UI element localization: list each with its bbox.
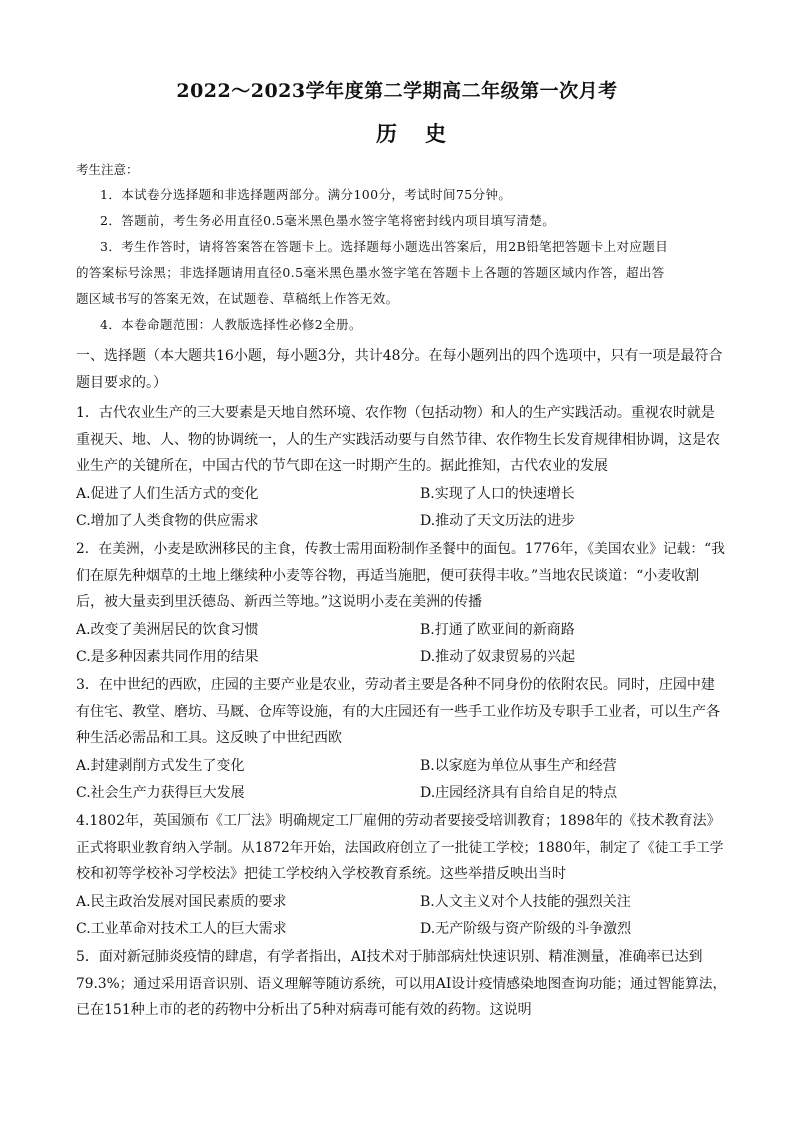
- option-c: C.社会生产力获得巨大发展: [76, 784, 245, 801]
- option-b: B.以家庭为单位从事生产和经营: [420, 758, 617, 774]
- option-a: A.民主政治发展对国民素质的要求: [76, 894, 287, 910]
- question-line: 校和初等学校补习学校法》把徒工学校纳入学校教育系统。这些举措反映出当时: [76, 866, 566, 882]
- question-line: 1．古代农业生产的三大要素是天地自然环境、农作物（包括动物）和人的生产实践活动。重视农时就是: [76, 405, 715, 421]
- question-1-options: [76, 481, 726, 534]
- notice-item: 3．考生作答时，请将答案答在答题卡上。选择题每小题选出答案后，用2B铅笔把答题卡上对应题目: [100, 239, 669, 254]
- question-line: 正式将职业教育纳入学制。从1872年开始，法国政府创立了一批徒工学校；1880年，制定了《徒工手工学: [76, 839, 724, 856]
- question-line: 业生产的关键所在，中国古代的节气即在这一时期产生的。据此推知，古代农业的发展: [76, 458, 608, 474]
- notice-item: 4．本卷命题范围：人教版选择性必修2全册。: [100, 317, 362, 332]
- question-2-stem: [76, 536, 726, 616]
- notice-item: 1．本试卷分选择题和非选择题两部分。满分100分，考试时间75分钟。: [100, 187, 512, 202]
- question-3-stem: [76, 672, 726, 752]
- subject-title: 历史: [376, 121, 474, 146]
- option-d: D.推动了奴隶贸易的兴起: [420, 648, 576, 665]
- option-d: D.庄园经济具有自给自足的特点: [420, 784, 618, 801]
- notice-item: 的答案标号涂黑；非选择题请用直径0.5毫米黑色墨水签字笔在答题卡上各题的答题区域内作答，超出答: [76, 265, 665, 280]
- question-4-options: [76, 889, 726, 942]
- question-1-stem: [76, 400, 726, 480]
- question-line: 2．在美洲，小麦是欧洲移民的主食，传教士需用面粉制作圣餐中的面包。1776年，《美国农业》记载：“我: [76, 541, 725, 557]
- notice-item: 题区域书写的答案无效，在试题卷、草稿纸上作答无效。: [76, 291, 399, 306]
- section-line: 题目要求的。）: [76, 374, 167, 391]
- question-5-stem: [76, 944, 726, 1024]
- notice-item: 2．答题前，考生务必用直径0.5毫米黑色墨水签字笔将密封线内项目填写清楚。: [100, 213, 556, 228]
- question-line: 后，被大量卖到里沃德岛、新西兰等地。”这说明小麦在美洲的传播: [76, 594, 483, 610]
- notice-list: [76, 182, 720, 338]
- option-a: A.促进了人们生活方式的变化: [76, 486, 259, 502]
- question-line: 3．在中世纪的西欧，庄园的主要产业是农业，劳动者主要是各种不同身份的依附农民。同时，庄园中建: [76, 677, 715, 693]
- option-c: C.增加了人类食物的供应需求: [76, 512, 259, 529]
- notice-heading: 考生注意：: [76, 162, 139, 177]
- option-d: D.无产阶级与资产阶级的斗争激烈: [420, 920, 632, 937]
- question-line: 种生活必需品和工具。这反映了中世纪西欧: [76, 730, 342, 746]
- exam-title: 2022～2023学年度第二学期高二年级第一次月考: [176, 80, 618, 102]
- option-b: B.打通了欧亚间的新商路: [420, 622, 575, 638]
- section-line: 一、选择题（本大题共16小题，每小题3分，共计48分。在每小题列出的四个选项中，只有一项是最符合: [76, 348, 723, 364]
- option-c: C.是多种因素共同作用的结果: [76, 648, 259, 665]
- option-b: B.人文主义对个人技能的强烈关注: [420, 894, 631, 910]
- question-2-options: [76, 617, 726, 670]
- option-a: A.改变了美洲居民的饮食习惯: [76, 622, 259, 638]
- question-line: 有住宅、教堂、磨坊、马厩、仓库等设施，有的大庄园还有一些手工业作坊及专职手工业者，可以生产各: [76, 703, 720, 720]
- option-b: B.实现了人口的快速增长: [420, 486, 575, 502]
- option-a: A.封建剥削方式发生了变化: [76, 758, 245, 774]
- question-line: 4.1802年，英国颁布《工厂法》明确规定工厂雇佣的劳动者要接受培训教育；1898年的《技术教育法》: [76, 813, 721, 829]
- question-4-stem: [76, 808, 726, 888]
- question-line: 们在原先种烟草的土地上继续种小麦等谷物，再适当施肥，便可获得丰收。”当地农民谈道：“小麦收割: [76, 567, 700, 584]
- question-line: 已在151种上市的老的药物中分析出了5种对病毒可能有效的药物。这说明: [76, 1002, 532, 1018]
- question-3-options: [76, 753, 726, 806]
- question-line: 79.3%；通过采用语音识别、语义理解等随访系统，可以用AI设计疫情感染地图查询功能；通过智能算法，: [76, 975, 727, 992]
- section-instructions: [76, 343, 726, 396]
- question-line: 重视天、地、人、物的协调统一，人的生产实践活动要与自然节律、农作物生长发育规律相协调，这是农: [76, 431, 720, 448]
- question-line: 5．面对新冠肺炎疫情的肆虐，有学者指出，AI技术对于肺部病灶快速识别、精准测量，准确率已达到: [76, 949, 703, 965]
- option-d: D.推动了天文历法的进步: [420, 512, 576, 529]
- option-c: C.工业革命对技术工人的巨大需求: [76, 920, 287, 937]
